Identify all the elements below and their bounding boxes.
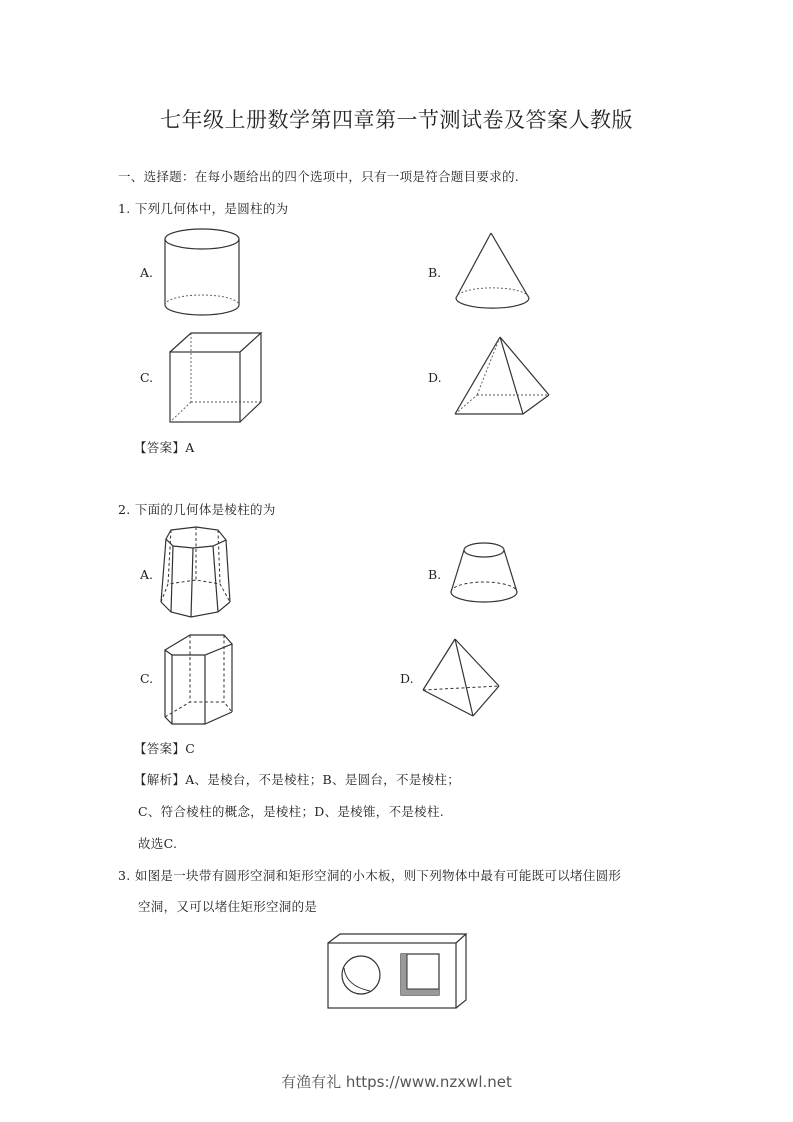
octagonal-frustum-figure xyxy=(158,524,238,622)
question-3 xyxy=(118,866,621,884)
wooden-board-figure xyxy=(324,930,470,1012)
answer-2: 【答案】C xyxy=(134,741,196,756)
conical-frustum-figure xyxy=(448,540,520,608)
question-stem: 下列几何体中，是圆柱的为 xyxy=(134,201,289,216)
cone-figure xyxy=(452,230,534,318)
question-stem: 下面的几何体是棱柱的为 xyxy=(134,502,276,517)
cylinder-figure xyxy=(160,226,250,318)
option-label: C. xyxy=(140,671,154,686)
option-label: C. xyxy=(140,370,154,385)
analysis-line-3: 故选C. xyxy=(138,836,178,851)
square-pyramid-figure xyxy=(452,334,552,418)
question-number: 1. xyxy=(118,201,131,216)
question-2 xyxy=(118,500,276,518)
question-3-line-2: 空洞，又可以堵住矩形空洞的是 xyxy=(138,899,318,914)
footer-watermark: 有渔有礼 https://www.nzxwl.net xyxy=(281,1073,512,1091)
analysis-line-1: 【解析】A、是棱台，不是棱柱；B、是圆台，不是棱柱； xyxy=(134,772,461,787)
section-heading: 一、选择题：在每小题给出的四个选项中，只有一项是符合题目要求的. xyxy=(118,169,520,184)
hexagonal-prism-figure xyxy=(162,632,240,728)
option-label: B. xyxy=(428,265,442,280)
option-label: B. xyxy=(428,567,442,582)
analysis-line-2: C、符合棱柱的概念，是棱柱；D、是棱锥，不是棱柱. xyxy=(138,804,445,819)
cube-figure xyxy=(165,330,270,425)
answer-1: 【答案】A xyxy=(134,440,195,455)
document-title: 七年级上册数学第四章第一节测试卷及答案人教版 xyxy=(160,108,633,132)
triangular-pyramid-figure xyxy=(420,636,502,720)
question-number: 2. xyxy=(118,502,131,517)
question-stem-line-1: 如图是一块带有圆形空洞和矩形空洞的小木板，则下列物体中最有可能既可以堵住圆形 xyxy=(134,868,622,883)
option-label: D. xyxy=(400,671,414,686)
question-1 xyxy=(118,199,288,217)
option-label: A. xyxy=(140,567,154,582)
question-number: 3. xyxy=(118,868,131,883)
option-label: D. xyxy=(428,370,442,385)
option-label: A. xyxy=(140,265,154,280)
